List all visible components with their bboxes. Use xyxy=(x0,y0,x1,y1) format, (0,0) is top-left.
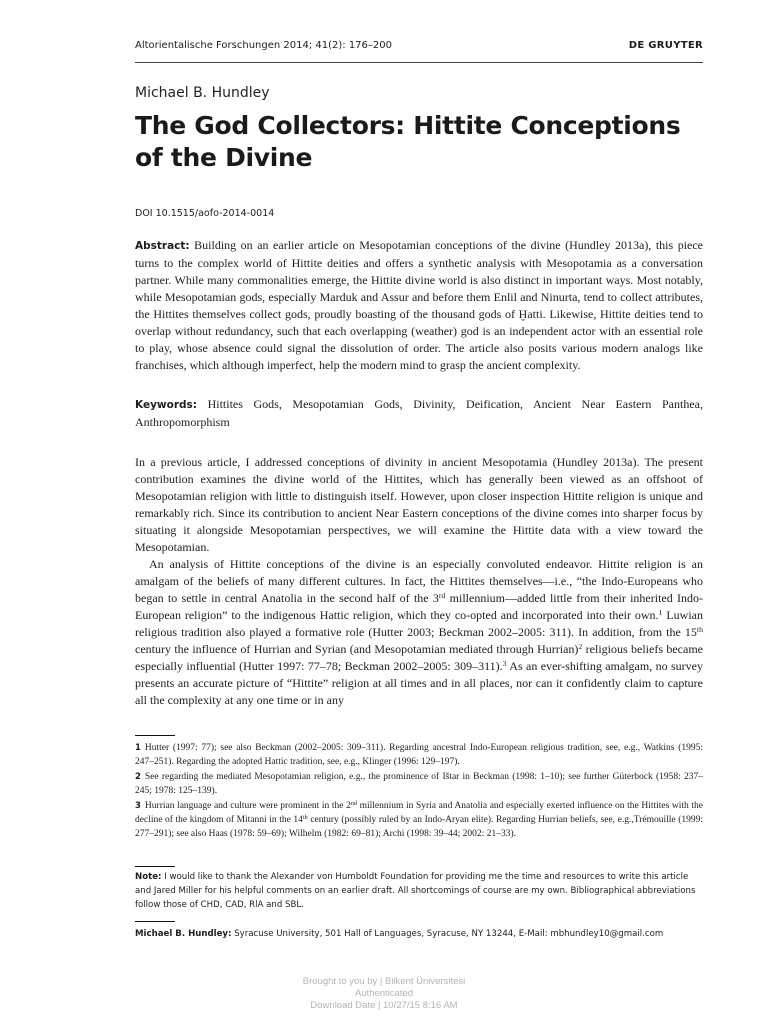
body-text xyxy=(135,454,703,709)
keywords-label: Keywords: xyxy=(135,399,197,411)
publisher-name: DE GRUYTER xyxy=(628,40,703,51)
keywords xyxy=(135,396,703,431)
footnote-1: 1 Hutter (1997: 77); see also Beckman (2002–2005: 309–311). Regarding ancestral Indo-European religious tradition, see, e.g., Watkins (1995: 247–251). Regarding the adopted Hattic tradition, see, e.g., Klinger (1996: 129–197). xyxy=(135,743,703,767)
affiliation-text: Syracuse University, 501 Hall of Languages, Syracuse, NY 13244, E-Mail: mbhundley10@gmail.com xyxy=(234,929,664,939)
affiliation-rule xyxy=(135,921,175,922)
paragraph-1: In a previous article, I addressed conceptions of divinity in ancient Mesopotamia (Hundley 2013a). The present contribution examines the divine world of the Hittites, which has generally been viewed as an offshoot of Mesopotamian religion with little to distinguish itself. However, upon closer inspection Hittite religion is unique and remarkably rich. Since its contribution to ancient Near Eastern conceptions of the divine comes into sharper focus by situating it alongside Mesopotamian perspectives, we will examine the Hittite data with a view toward the Mesopotamian. xyxy=(135,455,703,554)
footnote-2: 2 See regarding the mediated Mesopotamian religion, e.g., the prominence of Ištar in Beckman (1998: 1–10); see further Güterbock (1958: 237–245; 1978: 125–139). xyxy=(135,772,703,796)
abstract-label: Abstract: xyxy=(135,240,190,252)
note-text: I would like to thank the Alexander von Humboldt Foundation for providing me the time and resources to write this article and Jared Miller for his helpful comments on an earlier draft. All shortcomings of course are my own. Bibliographical abbreviations follow those of CHD, CAD, RlA and SBL. xyxy=(135,872,696,910)
footnote-rule xyxy=(135,735,175,736)
header-rule xyxy=(135,62,703,63)
article-title xyxy=(135,110,695,174)
stamp-line-3: Download Date | 10/27/15 8:16 AM xyxy=(310,1000,458,1011)
running-head xyxy=(135,40,703,51)
affiliation-name: Michael B. Hundley: xyxy=(135,929,232,939)
paragraph-2: An analysis of Hittite conceptions of the divine is an especially convoluted endeavor. Hittite religion is an amalgam of the beliefs of many different cultures. In fact, the Hittites themselves—i.e., “the Indo-Europeans who began to settle in central Anatolia in the second half of the 3rd millennium—added little from their inherited Indo-European religion” to the indigenous Hattic religion, which they co-opted and incorporated into their own.$^1$ Luwian religious tradition also played a formative role (Hutter 2003; Beckman 2002–2005: 311). In addition, from the 15th century the influence of Hurrian and Syrian (and Mesopotamian mediated through Hurrian)$^2$ religious beliefs became especially influential (Hutter 1997: 77–78; Beckman 2002–2005: 309–311).$^3$ As an ever-shifting amalgam, no survey presents an accurate picture of “Hittite” religion at all times and in all places, nor can it confidently claim to capture all the complexity at any one time or in any xyxy=(135,557,704,707)
stamp-line-1: Brought to you by | Bilkent Üniversitesi xyxy=(302,976,466,987)
author-affiliation xyxy=(135,927,715,941)
keywords-text: Hittites Gods, Mesopotamian Gods, Divinity, Deification, Ancient Near Eastern Panthea, Anthropomorphism xyxy=(135,397,703,429)
note-label: Note: xyxy=(135,872,162,882)
journal-citation: Altorientalische Forschungen 2014; 41(2): 176–200 xyxy=(135,40,392,51)
title-line-1: The God Collectors: Hittite Conceptions xyxy=(135,111,681,140)
download-stamp xyxy=(0,976,768,1012)
footnote-3: 3 Hurrian language and culture were prominent in the 2nd millennium in Syria and Anatolia and especially exerted influence on the Hittites with the decline of the kingdom of Mitanni in the 14th century (possibly ruled by an Indo-Aryan elite). Regarding Hurrian beliefs, see, e.g.,Trémouille (1999: 277–291); see also Haas (1978: 59–69); Wilhelm (1982: 69–81); Archi (1998: 39–44; 2002: 21–33). xyxy=(135,800,703,839)
abstract xyxy=(135,237,703,374)
abstract-text: Building on an earlier article on Mesopotamian conceptions of the divine (Hundley 2013a), this piece turns to the complex world of Hittite deities and offers a synthetic analysis with Mesopotamia as a conversation partner. While many commonalities emerge, the Hittite divine world is also distinct in important ways. Most notably, while Mesopotamian gods, especially Marduk and Assur and before them Enlil and Ninurta, tend to collect attributes, the Hittites themselves collect gods, proudly boasting of the thousand gods of Ḫatti. Likewise, Hittite deities tend to overlap without redundancy, such that each overlapping (weather) god is an independent actor with an essential role to play, whose absence could signal the dissolution of order. The article also posits various modern analogs like franchises, which although imperfect, help the modern mind to grasp the ancient complexity. xyxy=(135,238,704,372)
doi: DOI 10.1515/aofo-2014-0014 xyxy=(135,208,275,219)
note-rule xyxy=(135,866,175,867)
footnote-ref-1[interactable]: 1 xyxy=(658,608,663,618)
footnotes xyxy=(135,741,703,842)
footnote-ref-2[interactable]: 2 xyxy=(578,642,583,652)
author-name: Michael B. Hundley xyxy=(135,85,270,101)
stamp-line-2: Authenticated xyxy=(354,988,414,999)
footnote-ref-3[interactable]: 3 xyxy=(502,659,507,669)
acknowledgement-note xyxy=(135,870,703,912)
title-line-2: of the Divine xyxy=(135,143,313,172)
